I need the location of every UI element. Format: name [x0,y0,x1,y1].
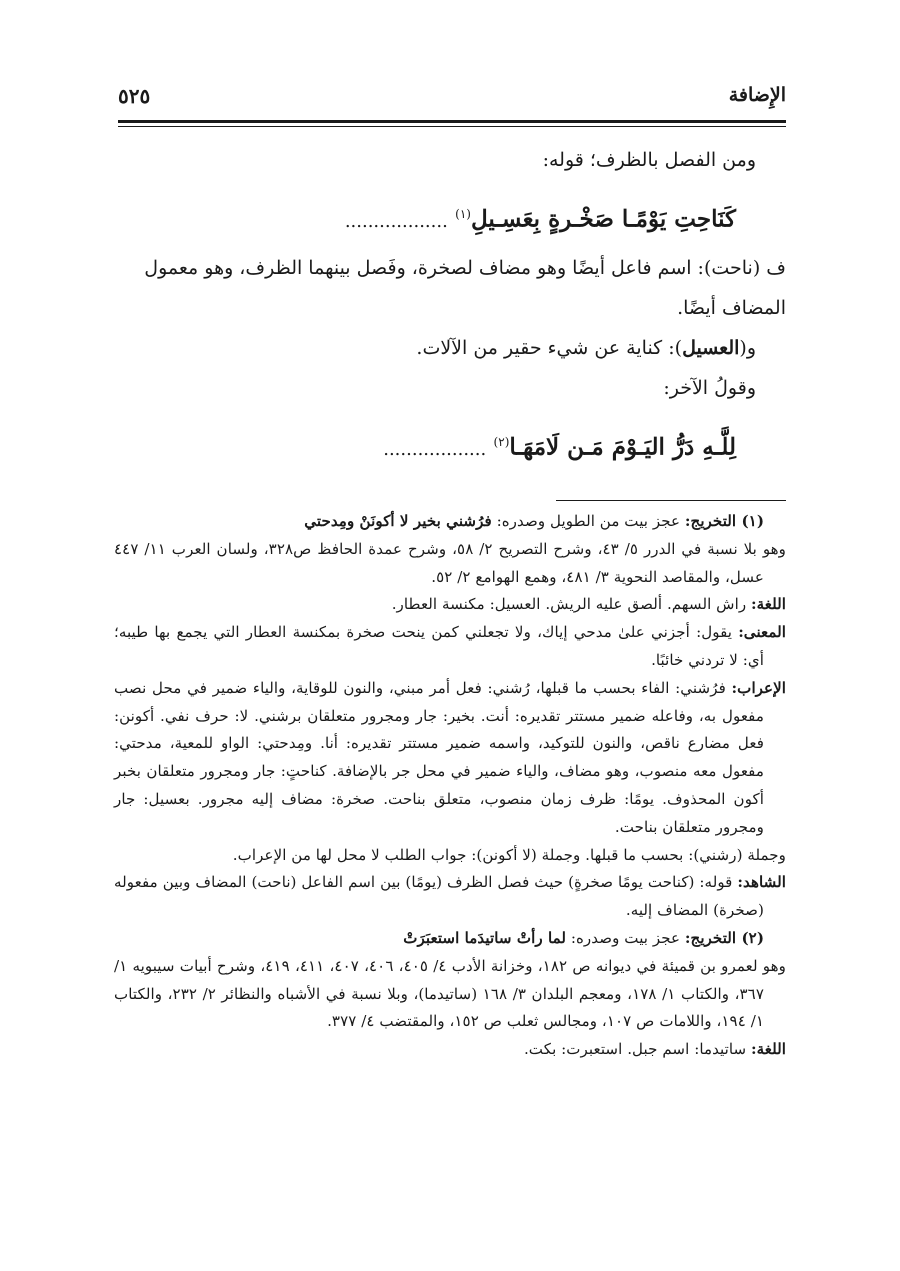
footnote-2-lugha [114,1036,786,1064]
header-rule-thin [118,126,786,127]
fn1-irab-label: الإعراب: [731,678,786,697]
para2-post: ): كناية عن شيء حقير من الآلات. [416,337,683,359]
fn2-lugha-label: اللغة: [751,1040,786,1059]
fn1-maana-text: يقول: أجزني علىٰ مدحي إياك، ولا تجعلني كمن ينحت صخرة بمكنسة العطار التي يجمع بها طيبه؛ أي: لا تردني خائبًا. [114,623,764,669]
fn1-irab-text: فرُشني: الفاء بحسب ما قبلها، رُشني: فعل أمر مبني، والنون للوقاية، والياء ضمير في محل نصب مفعول به، وفاعله ضمير مستتر تقديره: أنت. بخير: جار ومجرور متعلقان برشني. لا: حرف نفي. أكونن: فعل مضارع ناقص، والنون للتوكيد، واسمه ضمير مستتر تقديره: أنا. ومِدحتي: الواو للمعية، مدحتي: مفعول معه منصوب، وهو مضاف، والياء ضمير في محل جر بالإضافة. كناحتٍ: جار ومجرور متعلقان بخبر أكون المحذوف. يومًا: ظرف زمان منصوب، متعلق بناحت. صخرة: مضاف إليه مجرور. بعسيل: جار ومجرور متعلقان بناحت. [114,678,764,836]
footnotes [114,508,786,1064]
footnote-ref-2[interactable]: (٢) [493,435,510,449]
fn2-verse: لما رأتْ ساتيدَما استعبَرَتْ [403,928,567,947]
verse-1-ellipsis: .................. [344,210,448,232]
verse-1-text: كَنَاحِتِ يَوْمًـا صَخْـرةٍ بِعَسِـيلِ [470,205,736,233]
fn1-shahid-label: الشاهد: [737,873,787,892]
running-title: الإِضافة [728,84,786,106]
footnote-1-lugha [114,591,786,619]
footnote-separator [556,500,786,501]
footnote-1-maana [114,619,786,675]
footnote-1-sources: وهو بلا نسبة في الدرر ٥/ ٤٣، وشرح التصريح ٢/ ٥٨، وشرح عمدة الحافظ ص٣٢٨، ولسان العرب ١١/ ٤٤٧ عسل، والمقاصد النحوية ٣/ ٤٨١، وهمع الهوامع ٢/ ٥٢. [114,539,787,586]
footnote-1-takhrij [114,508,786,536]
fn1-shahid-text: قوله: (كناحت يومًا صخرةٍ) حيث فصل الظرف (يومًا) بين اسم الفاعل (ناحت) المضاف وبين مفعوله (صخرة) المضاف إليه. [114,873,764,920]
paragraph-3: وقولُ الآخر: [663,377,756,399]
fn2-label: (٢) التخريج: [684,928,764,947]
fn1-intro: عجز بيت من الطويل وصدره: [496,512,681,530]
paragraph-2 [114,328,786,368]
footnote-1-irab [114,675,786,842]
header-rule-thick [118,120,786,123]
verse-2 [114,408,786,476]
intro-line: ومن الفصل بالظرف؛ قوله: [542,149,756,171]
fn1-lugha-label: اللغة: [751,595,786,614]
paragraph-1: ف (ناحت): اسم فاعل أيضًا وهو مضاف لصخرة، وفَصل بينهما الظرف، وهو معمول المضاف أيضًا. [144,257,786,319]
verse-2-ellipsis: .................. [383,438,487,460]
para2-pre: و( [739,337,756,359]
fn1-maana-label: المعنى: [738,623,786,642]
verse-1 [114,180,786,248]
para2-term: العسيل [682,337,740,359]
fn1-verse: فرُشني بخير لا أكونَنْ ومِدحتي [304,512,492,530]
fn2-intro: عجز بيت وصدره: [570,928,681,947]
verse-2-text: لِلَّـهِ دَرُّ اليَـوْمَ مَـن لَامَهَـا [509,433,736,461]
footnote-1-jumla: وجملة (رشني): بحسب ما قبلها. وجملة (لا أكونن): جواب الطلب لا محل لها من الإعراب. [232,845,786,864]
footnote-1-shahid [114,869,786,925]
fn1-label: (١) التخريج: [684,512,764,530]
main-text [114,140,786,476]
footnote-ref-1[interactable]: (١) [455,207,471,221]
fn1-lugha-text: راش السهم. ألصق عليه الريش. العسيل: مكنسة العطار. [391,595,747,614]
fn2-lugha-text: ساتيدما: اسم جبل. استعبرت: بكت. [523,1040,747,1059]
footnote-2-sources: وهو لعمرو بن قميئة في ديوانه ص ١٨٢، وخزانة الأدب ٤/ ٤٠٥، ٤٠٦، ٤٠٧، ٤١١، ٤١٩، وشرح أبيات سيبويه ١/ ٣٦٧، والكتاب ١/ ١٧٨، ومعجم البلدان ٣/ ١٦٨ (ساتيدما)، وبلا نسبة في الأشباه والنظائر ٢/ ٢٣٢، والكتاب ١/ ١٩٤، واللامات ص ١٠٧، ومجالس ثعلب ص ١٥٢، والمقتضب ٤/ ٣٧٧. [114,956,786,1031]
page-header [118,84,786,114]
footnote-2-takhrij [114,925,786,953]
page-number: ٥٢٥ [118,84,151,108]
